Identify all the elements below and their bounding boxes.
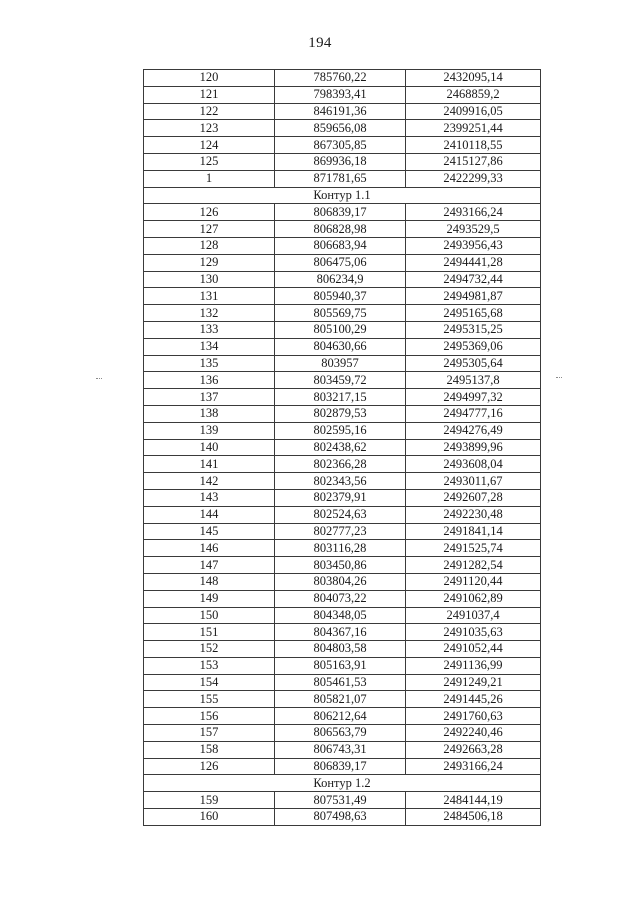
x-coordinate-cell: 804073,22	[275, 590, 406, 607]
point-number-cell: 148	[144, 573, 275, 590]
point-number-cell: 130	[144, 271, 275, 288]
x-coordinate-cell: 802777,23	[275, 523, 406, 540]
x-coordinate-cell: 802343,56	[275, 473, 406, 490]
table-row	[144, 809, 541, 826]
y-coordinate-cell: 2495137,8	[406, 372, 541, 389]
y-coordinate-cell: 2491249,21	[406, 674, 541, 691]
x-coordinate-cell: 869936,18	[275, 153, 406, 170]
y-coordinate-cell: 2491120,44	[406, 573, 541, 590]
x-coordinate-cell: 806743,31	[275, 741, 406, 758]
point-number-cell: 125	[144, 153, 275, 170]
table-row	[144, 338, 541, 355]
contour-header-row	[144, 775, 541, 792]
x-coordinate-cell: 806212,64	[275, 708, 406, 725]
point-number-cell: 159	[144, 792, 275, 809]
x-coordinate-cell: 846191,36	[275, 103, 406, 120]
table-row	[144, 473, 541, 490]
point-number-cell: 1	[144, 170, 275, 187]
x-coordinate-cell: 806839,17	[275, 758, 406, 775]
table-row	[144, 288, 541, 305]
coordinates-table-body	[144, 70, 541, 826]
y-coordinate-cell: 2484144,19	[406, 792, 541, 809]
y-coordinate-cell: 2432095,14	[406, 70, 541, 87]
y-coordinate-cell: 2493166,24	[406, 758, 541, 775]
table-row	[144, 489, 541, 506]
point-number-cell: 129	[144, 254, 275, 271]
x-coordinate-cell: 802438,62	[275, 439, 406, 456]
point-number-cell: 156	[144, 708, 275, 725]
x-coordinate-cell: 806683,94	[275, 237, 406, 254]
table-row	[144, 237, 541, 254]
y-coordinate-cell: 2491136,99	[406, 657, 541, 674]
y-coordinate-cell: 2494981,87	[406, 288, 541, 305]
table-row	[144, 657, 541, 674]
point-number-cell: 147	[144, 557, 275, 574]
x-coordinate-cell: 802595,16	[275, 422, 406, 439]
table-row	[144, 86, 541, 103]
point-number-cell: 137	[144, 389, 275, 406]
point-number-cell: 150	[144, 607, 275, 624]
x-coordinate-cell: 803804,26	[275, 573, 406, 590]
x-coordinate-cell: 807531,49	[275, 792, 406, 809]
y-coordinate-cell: 2409916,05	[406, 103, 541, 120]
point-number-cell: 121	[144, 86, 275, 103]
table-row	[144, 120, 541, 137]
point-number-cell: 142	[144, 473, 275, 490]
point-number-cell: 157	[144, 725, 275, 742]
x-coordinate-cell: 805821,07	[275, 691, 406, 708]
point-number-cell: 132	[144, 305, 275, 322]
y-coordinate-cell: 2493608,04	[406, 456, 541, 473]
x-coordinate-cell: 798393,41	[275, 86, 406, 103]
x-coordinate-cell: 806563,79	[275, 725, 406, 742]
y-coordinate-cell: 2492230,48	[406, 506, 541, 523]
x-coordinate-cell: 803459,72	[275, 372, 406, 389]
x-coordinate-cell: 802524,63	[275, 506, 406, 523]
y-coordinate-cell: 2484506,18	[406, 809, 541, 826]
y-coordinate-cell: 2491445,26	[406, 691, 541, 708]
x-coordinate-cell: 803217,15	[275, 389, 406, 406]
y-coordinate-cell: 2468859,2	[406, 86, 541, 103]
point-number-cell: 149	[144, 590, 275, 607]
y-coordinate-cell: 2491760,63	[406, 708, 541, 725]
point-number-cell: 133	[144, 321, 275, 338]
table-row	[144, 254, 541, 271]
x-coordinate-cell: 785760,22	[275, 70, 406, 87]
x-coordinate-cell: 802366,28	[275, 456, 406, 473]
scan-speck-left	[96, 378, 102, 381]
contour-label: Контур 1.1	[144, 187, 541, 204]
point-number-cell: 141	[144, 456, 275, 473]
y-coordinate-cell: 2494276,49	[406, 422, 541, 439]
table-row	[144, 456, 541, 473]
table-row	[144, 137, 541, 154]
y-coordinate-cell: 2493529,5	[406, 221, 541, 238]
table-row	[144, 590, 541, 607]
point-number-cell: 158	[144, 741, 275, 758]
y-coordinate-cell: 2492607,28	[406, 489, 541, 506]
table-row	[144, 641, 541, 658]
y-coordinate-cell: 2495165,68	[406, 305, 541, 322]
point-number-cell: 122	[144, 103, 275, 120]
y-coordinate-cell: 2491052,44	[406, 641, 541, 658]
x-coordinate-cell: 805100,29	[275, 321, 406, 338]
point-number-cell: 126	[144, 204, 275, 221]
point-number-cell: 140	[144, 439, 275, 456]
y-coordinate-cell: 2399251,44	[406, 120, 541, 137]
point-number-cell: 139	[144, 422, 275, 439]
table-row	[144, 691, 541, 708]
point-number-cell: 151	[144, 624, 275, 641]
x-coordinate-cell: 805940,37	[275, 288, 406, 305]
x-coordinate-cell: 806839,17	[275, 204, 406, 221]
table-row	[144, 540, 541, 557]
table-row	[144, 758, 541, 775]
table-row	[144, 355, 541, 372]
x-coordinate-cell: 804348,05	[275, 607, 406, 624]
y-coordinate-cell: 2494732,44	[406, 271, 541, 288]
table-row	[144, 153, 541, 170]
table-row	[144, 405, 541, 422]
table-row	[144, 305, 541, 322]
point-number-cell: 127	[144, 221, 275, 238]
x-coordinate-cell: 806234,9	[275, 271, 406, 288]
page-number: 194	[308, 35, 332, 51]
y-coordinate-cell: 2492240,46	[406, 725, 541, 742]
table-row	[144, 607, 541, 624]
table-row	[144, 557, 541, 574]
table-row	[144, 674, 541, 691]
table-row	[144, 439, 541, 456]
table-row	[144, 573, 541, 590]
table-row	[144, 271, 541, 288]
x-coordinate-cell: 804630,66	[275, 338, 406, 355]
table-row	[144, 422, 541, 439]
y-coordinate-cell: 2491841,14	[406, 523, 541, 540]
contour-header-row	[144, 187, 541, 204]
point-number-cell: 144	[144, 506, 275, 523]
y-coordinate-cell: 2494997,32	[406, 389, 541, 406]
x-coordinate-cell: 803450,86	[275, 557, 406, 574]
y-coordinate-cell: 2491282,54	[406, 557, 541, 574]
y-coordinate-cell: 2493166,24	[406, 204, 541, 221]
x-coordinate-cell: 805163,91	[275, 657, 406, 674]
table-row	[144, 708, 541, 725]
x-coordinate-cell: 804803,58	[275, 641, 406, 658]
table-row	[144, 523, 541, 540]
point-number-cell: 138	[144, 405, 275, 422]
table-row	[144, 725, 541, 742]
point-number-cell: 143	[144, 489, 275, 506]
y-coordinate-cell: 2491037,4	[406, 607, 541, 624]
table-row	[144, 170, 541, 187]
y-coordinate-cell: 2495315,25	[406, 321, 541, 338]
point-number-cell: 146	[144, 540, 275, 557]
point-number-cell: 135	[144, 355, 275, 372]
x-coordinate-cell: 803957	[275, 355, 406, 372]
y-coordinate-cell: 2410118,55	[406, 137, 541, 154]
table-row	[144, 624, 541, 641]
point-number-cell: 136	[144, 372, 275, 389]
point-number-cell: 128	[144, 237, 275, 254]
point-number-cell: 134	[144, 338, 275, 355]
y-coordinate-cell: 2422299,33	[406, 170, 541, 187]
table-row	[144, 506, 541, 523]
table-row	[144, 103, 541, 120]
point-number-cell: 155	[144, 691, 275, 708]
x-coordinate-cell: 803116,28	[275, 540, 406, 557]
y-coordinate-cell: 2495369,06	[406, 338, 541, 355]
table-row	[144, 792, 541, 809]
table-row	[144, 321, 541, 338]
y-coordinate-cell: 2493956,43	[406, 237, 541, 254]
x-coordinate-cell: 859656,08	[275, 120, 406, 137]
table-row	[144, 221, 541, 238]
x-coordinate-cell: 871781,65	[275, 170, 406, 187]
point-number-cell: 160	[144, 809, 275, 826]
x-coordinate-cell: 805569,75	[275, 305, 406, 322]
y-coordinate-cell: 2495305,64	[406, 355, 541, 372]
x-coordinate-cell: 806828,98	[275, 221, 406, 238]
y-coordinate-cell: 2494777,16	[406, 405, 541, 422]
table-row	[144, 389, 541, 406]
point-number-cell: 124	[144, 137, 275, 154]
x-coordinate-cell: 867305,85	[275, 137, 406, 154]
x-coordinate-cell: 805461,53	[275, 674, 406, 691]
contour-label: Контур 1.2	[144, 775, 541, 792]
table-row	[144, 372, 541, 389]
table-row	[144, 741, 541, 758]
x-coordinate-cell: 807498,63	[275, 809, 406, 826]
x-coordinate-cell: 802379,91	[275, 489, 406, 506]
point-number-cell: 145	[144, 523, 275, 540]
x-coordinate-cell: 806475,06	[275, 254, 406, 271]
point-number-cell: 154	[144, 674, 275, 691]
point-number-cell: 120	[144, 70, 275, 87]
point-number-cell: 153	[144, 657, 275, 674]
scan-speck-right	[556, 377, 562, 380]
y-coordinate-cell: 2491062,89	[406, 590, 541, 607]
x-coordinate-cell: 804367,16	[275, 624, 406, 641]
point-number-cell: 131	[144, 288, 275, 305]
y-coordinate-cell: 2415127,86	[406, 153, 541, 170]
point-number-cell: 123	[144, 120, 275, 137]
y-coordinate-cell: 2491525,74	[406, 540, 541, 557]
y-coordinate-cell: 2493011,67	[406, 473, 541, 490]
y-coordinate-cell: 2492663,28	[406, 741, 541, 758]
table-row	[144, 204, 541, 221]
table-row	[144, 70, 541, 87]
y-coordinate-cell: 2493899,96	[406, 439, 541, 456]
point-number-cell: 126	[144, 758, 275, 775]
coordinates-table	[143, 69, 541, 826]
point-number-cell: 152	[144, 641, 275, 658]
y-coordinate-cell: 2491035,63	[406, 624, 541, 641]
y-coordinate-cell: 2494441,28	[406, 254, 541, 271]
x-coordinate-cell: 802879,53	[275, 405, 406, 422]
